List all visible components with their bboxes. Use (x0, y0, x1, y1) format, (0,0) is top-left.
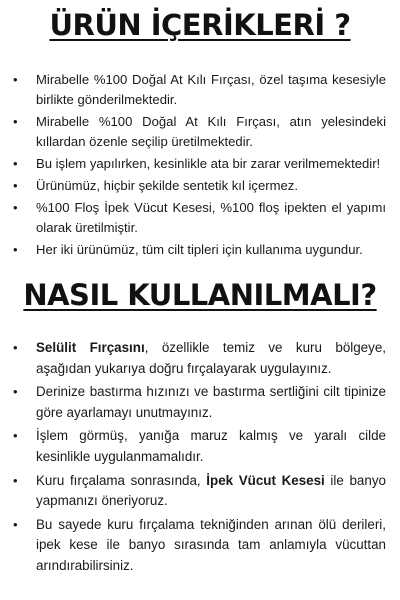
bullet-icon: • (13, 516, 18, 532)
usage-instructions-list (0, 338, 400, 577)
bullet-icon: • (13, 472, 18, 488)
list-item-text: Kuru fırçalama sonrasında, (36, 472, 207, 488)
list-item (0, 112, 400, 152)
bullet-icon: • (13, 384, 18, 400)
list-item-text: , özellikle temiz ve kuru bölgeye, aşağıdan yukarıya doğru fırçalayarak uygulayınız. (36, 340, 386, 376)
list-item-text: Mirabelle %100 Doğal At Kılı Fırçası, özel taşıma kesesiyle birlikte gönderilmektedir. (36, 72, 386, 107)
list-item (0, 240, 400, 260)
list-item (0, 154, 400, 174)
list-item (0, 426, 400, 467)
highlight-text: Selülit Fırçasını (36, 340, 145, 355)
list-item-text: İşlem görmüş, yanığa maruz kalmış ve yaralı cilde kesinlikle uygulanmamalıdır. (36, 428, 386, 464)
list-item (0, 338, 400, 379)
list-item-text: Derinize bastırma hızınızı ve bastırma sertliğini cilt tipinize göre ayarlamayı unutmayınız. (36, 384, 386, 420)
list-item (0, 176, 400, 196)
list-item-text: ile banyo yapmanızı öneriyoruz. (36, 472, 386, 509)
section-title-product-contents: ÜRÜN İÇERİKLERİ ? (49, 8, 351, 42)
highlight-text: İpek Vücut Kesesi (206, 472, 325, 488)
list-item (0, 382, 400, 423)
bullet-icon: • (13, 114, 18, 129)
product-contents-list (0, 70, 400, 260)
bullet-icon: • (13, 178, 18, 193)
bullet-icon: • (13, 242, 18, 257)
bullet-icon: • (13, 428, 18, 444)
list-item (0, 198, 400, 238)
bullet-icon: • (13, 200, 18, 215)
bullet-icon: • (13, 340, 18, 355)
list-item-text: Ürünümüz, hiçbir şekilde sentetik kıl içermez. (36, 178, 298, 193)
bullet-icon: • (13, 156, 18, 171)
list-item (0, 515, 400, 577)
list-item-text: %100 Floş İpek Vücut Kesesi, %100 floş ipekten el yapımı olarak üretilmiştir. (36, 200, 386, 235)
list-item-text: Her iki ürünümüz, tüm cilt tipleri için kullanıma uygundur. (36, 242, 363, 257)
bullet-icon: • (13, 72, 18, 87)
list-item (0, 70, 400, 110)
list-item-text: Bu işlem yapılırken, kesinlikle ata bir zarar verilmemektedir! (36, 156, 381, 171)
list-item-text: Mirabelle %100 Doğal At Kılı Fırçası, atın yelesindeki kıllardan özenle seçilip üretilmektedir. (36, 114, 386, 149)
section-title-how-to-use: NASIL KULLANILMALI? (23, 278, 377, 312)
list-item-text: Bu sayede kuru fırçalama tekniğinden arınan ölü derileri, ipek kese ile banyo sırasında tam anlamıyla vücuttan arındırabilirsiniz. (36, 516, 386, 573)
list-item (0, 471, 400, 512)
